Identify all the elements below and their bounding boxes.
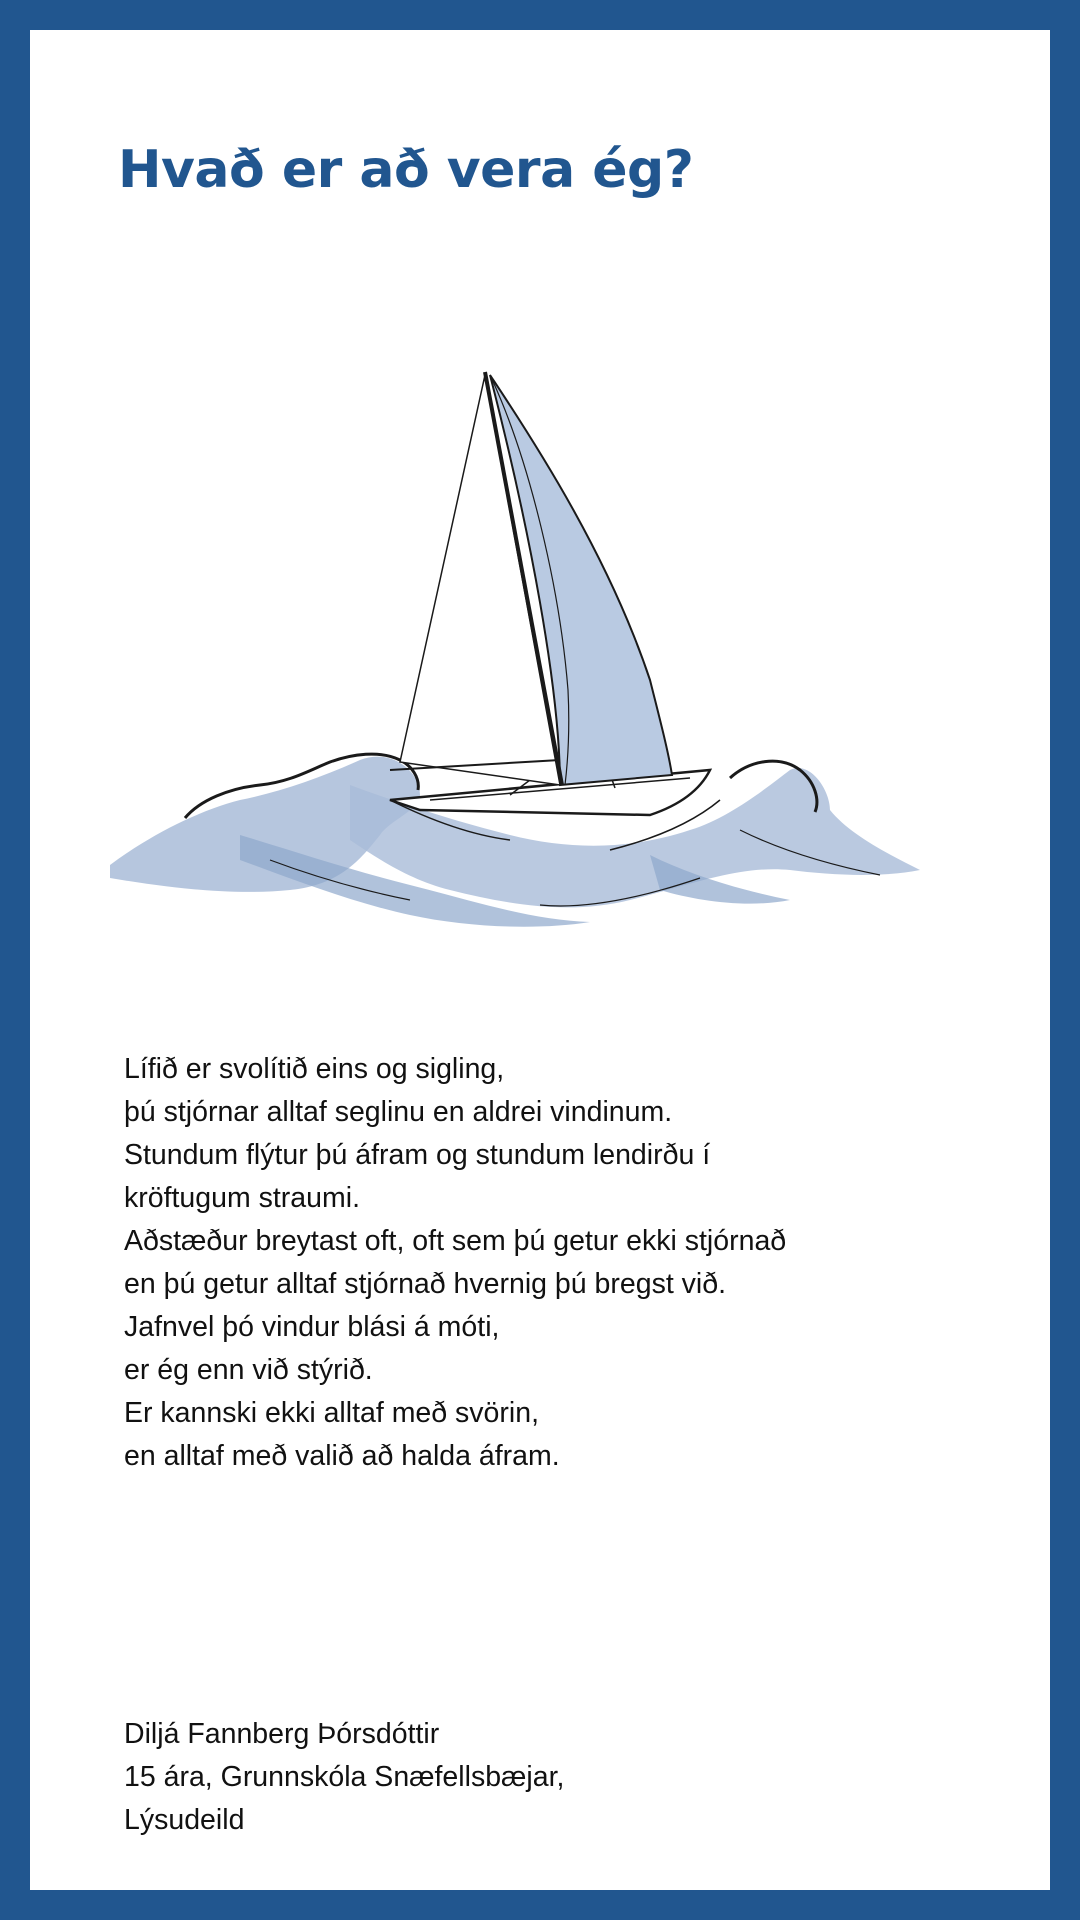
poem-line: Er kannski ekki alltaf með svörin, <box>124 1397 539 1429</box>
author-block <box>124 1713 984 1842</box>
poem-line: en alltaf með valið að halda áfram. <box>124 1440 560 1472</box>
waves <box>110 754 920 927</box>
poem-line: er ég enn við stýrið. <box>124 1354 373 1386</box>
poem-line: Stundum flýtur þú áfram og stundum lendirðu í <box>124 1139 711 1171</box>
poem-line: kröftugum straumi. <box>124 1182 360 1214</box>
boat-sails <box>390 372 672 785</box>
sailboat-illustration <box>90 330 940 930</box>
poem-line: en þú getur alltaf stjórnað hvernig þú bregst við. <box>124 1268 727 1300</box>
page-title: Hvað er að vera ég? <box>118 140 694 200</box>
author-details: 15 ára, Grunnskóla Snæfellsbæjar, <box>124 1761 565 1793</box>
poem-line: þú stjórnar alltaf seglinu en aldrei vindinum. <box>124 1096 673 1128</box>
author-name: Diljá Fannberg Þórsdóttir <box>124 1718 440 1750</box>
poem-line: Lífið er svolítið eins og sigling, <box>124 1053 505 1085</box>
poem-line: Aðstæður breytast oft, oft sem þú getur ekki stjórnað <box>124 1225 787 1257</box>
poem-line: Jafnvel þó vindur blási á móti, <box>124 1311 500 1343</box>
poem-text <box>124 1048 984 1478</box>
author-department: Lýsudeild <box>124 1804 245 1836</box>
page-card <box>30 30 1050 1890</box>
